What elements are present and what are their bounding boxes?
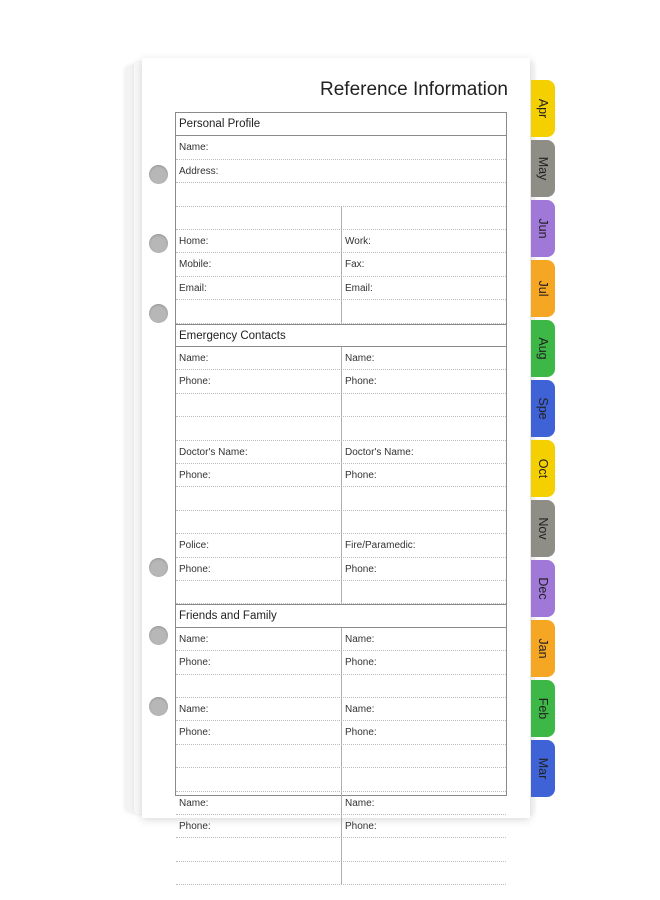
month-tab-spe[interactable] <box>531 380 555 437</box>
form-field-left[interactable]: Name: <box>179 704 209 715</box>
form-field-right[interactable] <box>341 838 506 860</box>
form-field-right[interactable]: Doctor's Name: <box>341 441 506 463</box>
form-row <box>176 370 506 393</box>
form-field-left[interactable] <box>176 581 341 603</box>
month-tab-label: Oct <box>536 458 550 479</box>
form-row <box>176 160 506 183</box>
form-row <box>176 745 506 768</box>
form-row <box>176 815 506 838</box>
form-field-left[interactable]: Phone: <box>179 821 211 832</box>
form-field-right[interactable] <box>341 417 506 439</box>
form-field-right[interactable] <box>341 768 506 790</box>
form-row <box>176 768 506 791</box>
month-tab-may[interactable] <box>531 140 555 197</box>
form-field-right[interactable]: Phone: <box>341 815 506 837</box>
form-field-right[interactable]: Phone: <box>341 370 506 392</box>
form-field-left[interactable]: Phone: <box>179 376 211 388</box>
form-row <box>176 792 506 815</box>
month-tab-label: Dec <box>536 577 550 600</box>
section-header <box>176 113 506 136</box>
form-row <box>176 558 506 581</box>
form-field[interactable]: Name: <box>179 142 209 154</box>
form-field-left[interactable]: Name: <box>179 797 209 809</box>
form-field-left[interactable] <box>176 768 341 790</box>
form-row <box>176 347 506 370</box>
form-field-left[interactable]: Phone: <box>179 657 211 669</box>
form-field[interactable] <box>176 183 506 205</box>
form-field-left[interactable] <box>176 207 341 229</box>
form-row <box>176 136 506 159</box>
form-field-right[interactable]: Email: <box>341 277 506 299</box>
form-row <box>176 207 506 230</box>
form-row <box>176 511 506 534</box>
form-field-left[interactable] <box>176 745 341 767</box>
form-field-right[interactable]: Fire/Paramedic: <box>341 534 506 556</box>
form-row <box>176 394 506 417</box>
month-tab-aug[interactable] <box>531 320 555 377</box>
month-tab-apr[interactable] <box>531 80 555 137</box>
form-field-left[interactable] <box>176 417 341 439</box>
section-title: Emergency Contacts <box>179 329 286 342</box>
form-row <box>176 253 506 276</box>
form-field-left[interactable]: Phone: <box>179 727 211 739</box>
form-row <box>176 534 506 557</box>
form-field-right[interactable] <box>341 394 506 416</box>
page-title: Reference Information <box>320 79 508 100</box>
form-field-left[interactable]: Name: <box>179 353 209 364</box>
form-field-left[interactable] <box>176 675 341 697</box>
form-field-left[interactable]: Mobile: <box>179 259 212 271</box>
month-tab-oct[interactable] <box>531 440 555 497</box>
month-tab-label: Jun <box>536 218 550 239</box>
form-field-right[interactable] <box>341 511 506 533</box>
form-field-left[interactable] <box>176 511 341 533</box>
form-field-left[interactable]: Phone: <box>179 470 211 481</box>
form-field-right[interactable] <box>341 207 506 229</box>
form-field-right[interactable]: Phone: <box>341 651 506 673</box>
form-field-right[interactable]: Phone: <box>341 721 506 743</box>
binder-hole <box>149 304 168 323</box>
month-tab-label: Nov <box>536 517 550 540</box>
section-title: Friends and Family <box>179 610 277 623</box>
form-field-left[interactable] <box>176 300 341 322</box>
form-field-right[interactable] <box>341 487 506 509</box>
month-tab-jul[interactable] <box>531 260 555 317</box>
binder-hole <box>149 558 168 577</box>
form-field-right[interactable]: Name: <box>341 628 506 650</box>
month-tab-label: May <box>536 156 550 181</box>
form-row <box>176 277 506 300</box>
section-header <box>176 604 506 627</box>
month-tab-label: Apr <box>536 98 550 119</box>
month-tab-label: Spe <box>536 397 550 420</box>
form-field-right[interactable]: Phone: <box>341 464 506 486</box>
form-field-right[interactable] <box>341 300 506 322</box>
form-row <box>176 628 506 651</box>
month-tab-feb[interactable] <box>531 680 555 737</box>
month-tab-label: Jan <box>536 638 550 659</box>
month-tab-dec[interactable] <box>531 560 555 617</box>
form-row <box>176 581 506 604</box>
form-row <box>176 300 506 323</box>
form-field-right[interactable]: Name: <box>341 347 506 369</box>
reference-form <box>175 112 507 832</box>
binder-hole <box>149 697 168 716</box>
form-row <box>176 862 506 885</box>
form-field-left[interactable]: Home: <box>179 236 209 247</box>
binder-hole <box>149 626 168 645</box>
month-tab-jan[interactable] <box>531 620 555 677</box>
month-tab-label: Aug <box>536 337 550 360</box>
section-header <box>176 324 506 347</box>
form-row <box>176 464 506 487</box>
form-field-right[interactable]: Work: <box>341 230 506 252</box>
month-tab-label: Jul <box>536 280 550 297</box>
form-row <box>176 838 506 861</box>
binder-hole <box>149 165 168 184</box>
form-row <box>176 651 506 674</box>
month-tab-mar[interactable] <box>531 740 555 797</box>
form-field-right[interactable]: Name: <box>341 792 506 814</box>
month-tab-label: Mar <box>536 757 550 780</box>
form-field-right[interactable]: Phone: <box>341 558 506 580</box>
form-row <box>176 441 506 464</box>
form-row <box>176 417 506 440</box>
form-row <box>176 698 506 721</box>
month-tab-nov[interactable] <box>531 500 555 557</box>
form-row <box>176 183 506 206</box>
month-tab-jun[interactable] <box>531 200 555 257</box>
form-field-left[interactable]: Doctor's Name: <box>179 446 248 458</box>
form-field-left[interactable]: Email: <box>179 282 207 294</box>
form-field-right[interactable] <box>341 862 506 884</box>
form-field-left[interactable] <box>176 838 341 860</box>
binder-hole <box>149 234 168 253</box>
form-field-right[interactable] <box>341 745 506 767</box>
form-field-right[interactable] <box>341 581 506 603</box>
form-field-right[interactable]: Fax: <box>341 253 506 275</box>
form-field-left[interactable] <box>176 862 341 884</box>
form-field-left[interactable]: Phone: <box>179 563 211 575</box>
section-title: Personal Profile <box>179 118 261 130</box>
form-field-left[interactable]: Name: <box>179 633 209 645</box>
form-row <box>176 487 506 510</box>
form-row <box>176 721 506 744</box>
form-field-left[interactable] <box>176 487 341 509</box>
form-field-right[interactable]: Name: <box>341 698 506 720</box>
form-field-left[interactable] <box>176 394 341 416</box>
form-field-right[interactable] <box>341 675 506 697</box>
form-row <box>176 230 506 253</box>
form-field-left[interactable]: Police: <box>179 540 210 552</box>
month-tab-label: Feb <box>536 697 550 720</box>
form-row <box>176 675 506 698</box>
form-field[interactable]: Address: <box>179 165 219 177</box>
